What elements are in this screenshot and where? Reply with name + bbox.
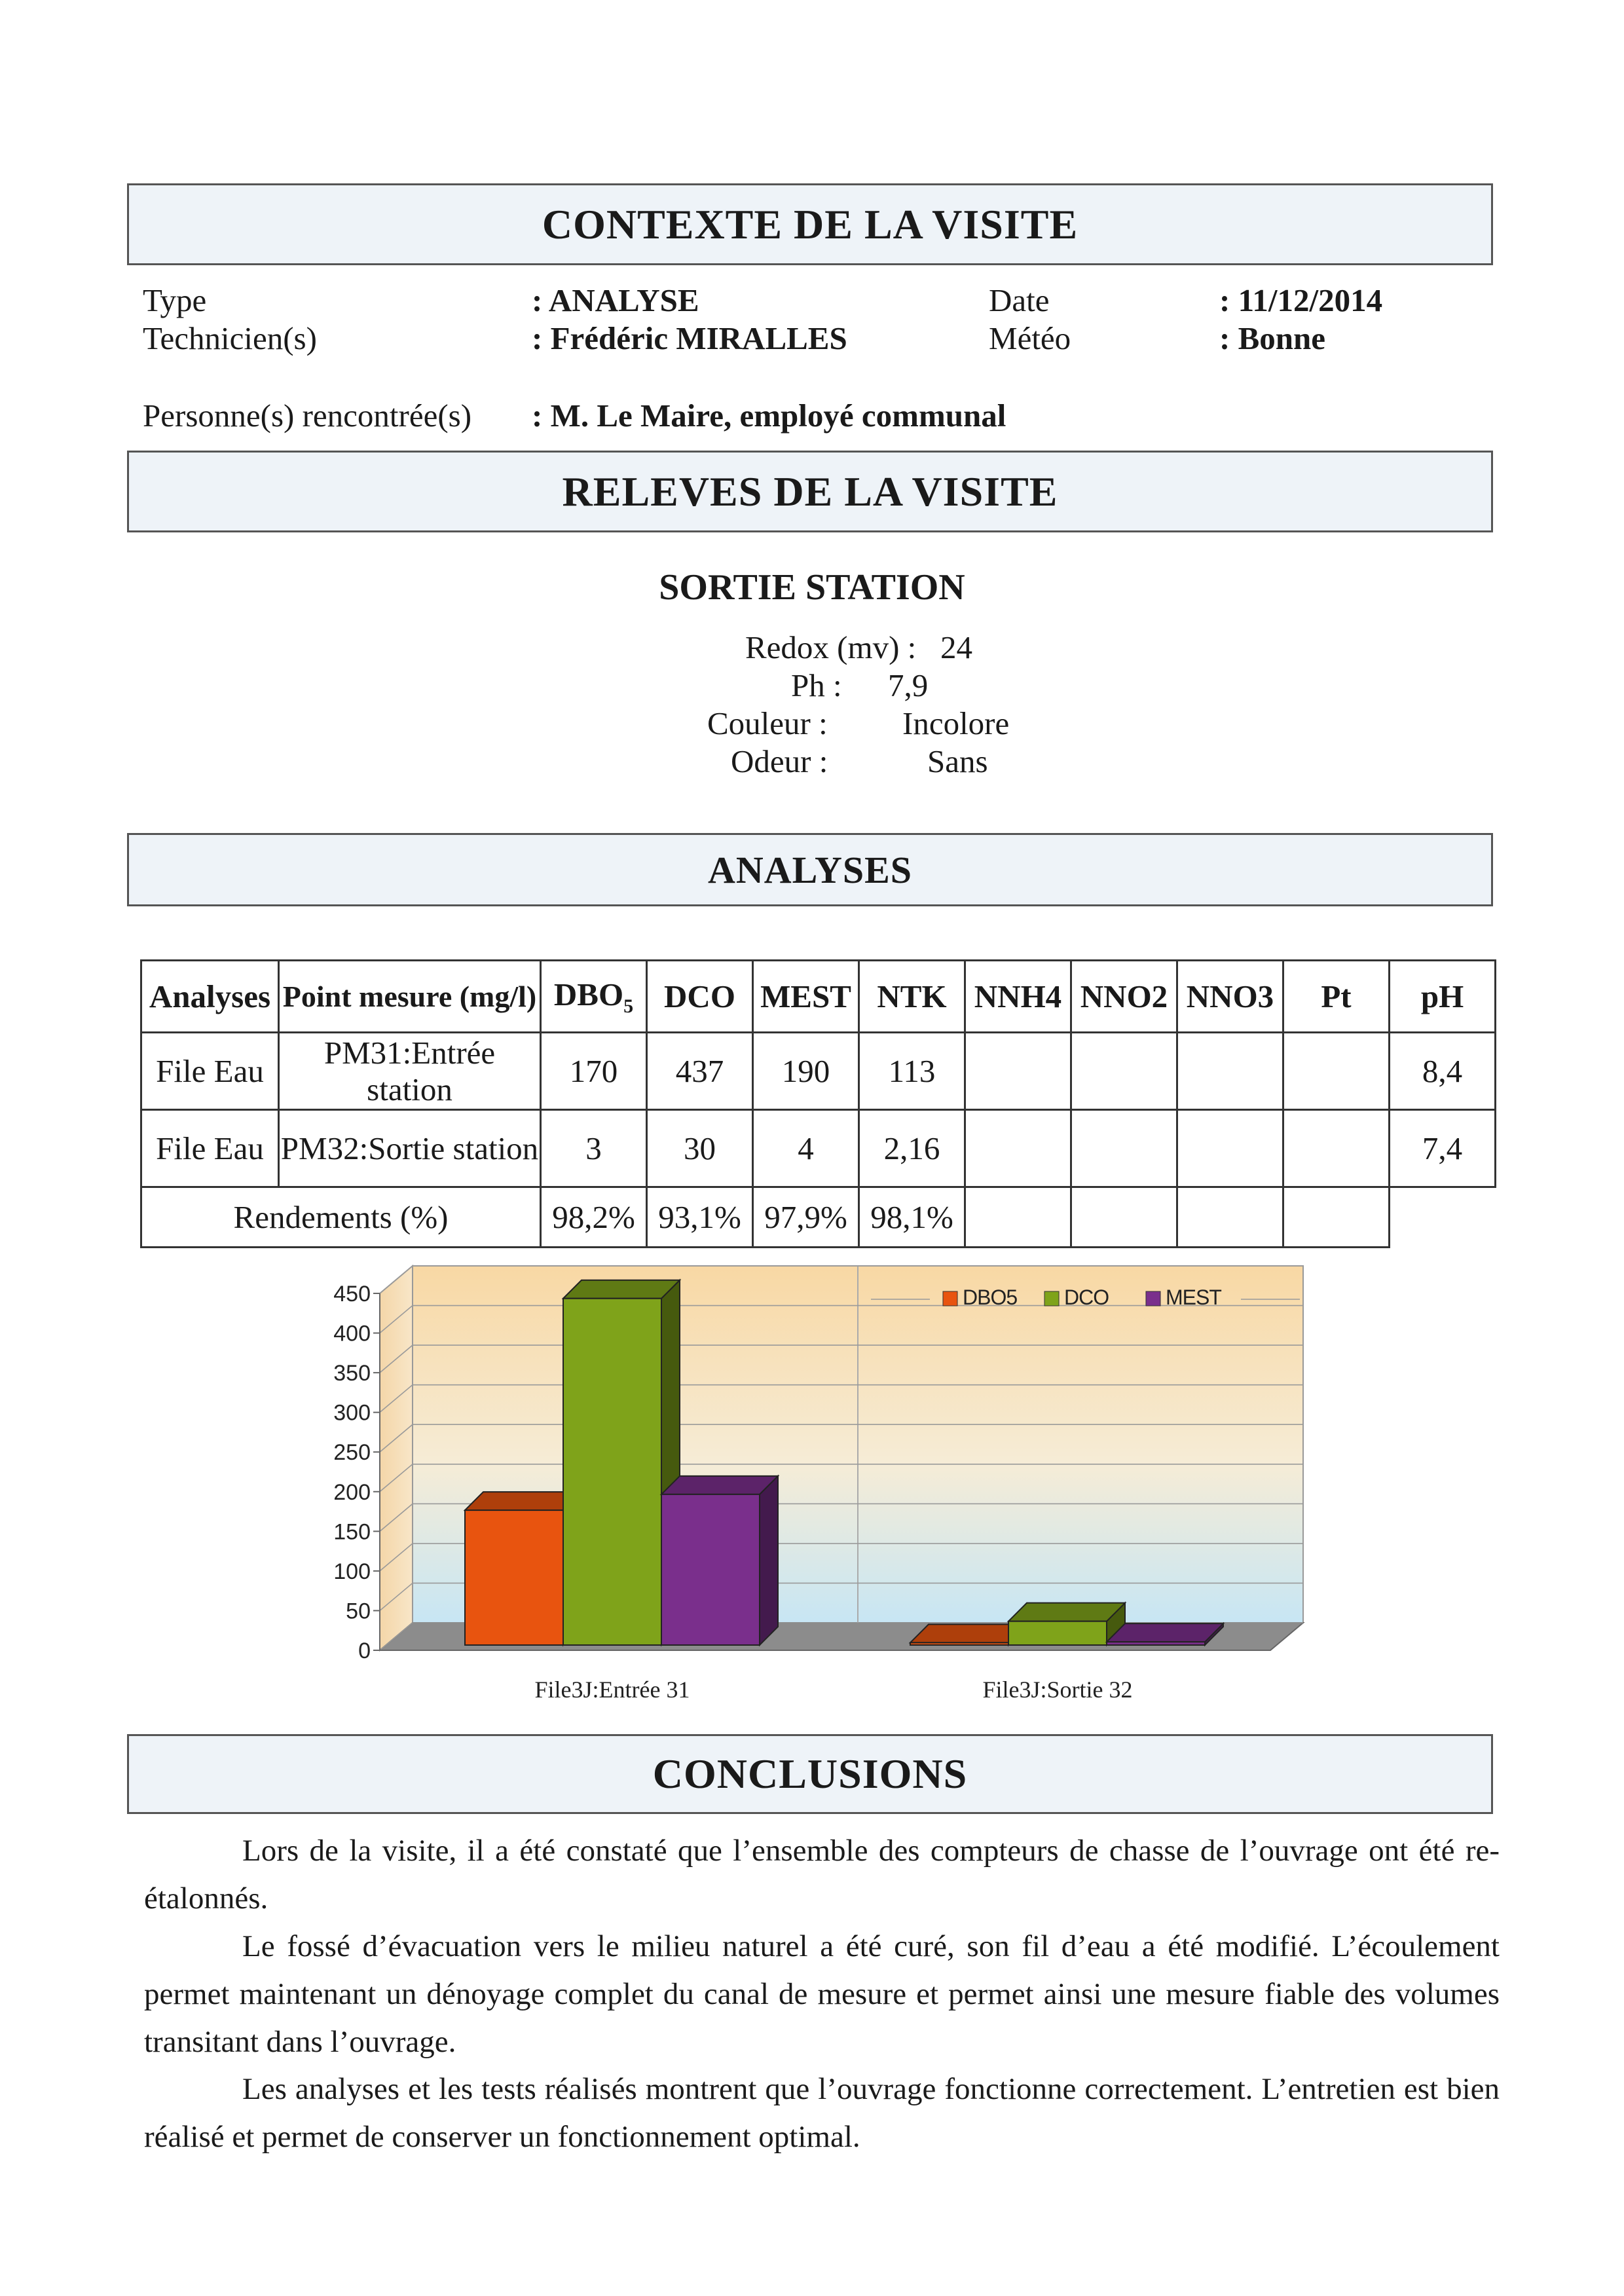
bar-dco-2 [1008,1621,1107,1645]
rendements-label: Rendements (%) [141,1187,541,1248]
y-tick-label: 450 [333,1282,371,1306]
row2-ntk: 2,16 [859,1110,965,1187]
header-analyses: Analyses [141,961,279,1033]
rendement-mest: 97,9% [753,1187,859,1248]
analyses-title: ANALYSES [707,848,913,891]
y-tick-label: 0 [358,1639,371,1663]
row1-nno2 [1071,1033,1177,1110]
y-tick-label: 350 [333,1361,371,1386]
technician-value: : Frédéric MIRALLES [532,320,847,356]
meteo-value: : Bonne [1219,320,1326,356]
legend-label-dco: DCO [1064,1286,1109,1309]
row1-nno3 [1177,1033,1283,1110]
row1-point: PM31:Entrée station [279,1033,541,1110]
analyses-header [127,833,1493,906]
row1-dbo5: 170 [541,1033,647,1110]
y-tick-label: 300 [333,1400,371,1426]
conclusion-paragraph-2: Le fossé d’évacuation vers le milieu naturel a été curé, son fil d’eau a été modifié. L’écoulement permet maintenant un dénoyage complet du canal de mesure et permet ainsi une mesure fiable des volumes transitant dans l’ouvrage. [144,1929,1500,2059]
header-dco: DCO [647,961,753,1033]
header-nno2: NNO2 [1071,961,1177,1033]
odeur-value: Sans [927,743,988,779]
header-mest: MEST [753,961,859,1033]
header-ph: pH [1390,961,1496,1033]
row2-nno3 [1177,1110,1283,1187]
y-tick-label: 50 [346,1599,371,1624]
bar-top [563,1280,680,1299]
row2-ph: 7,4 [1390,1110,1496,1187]
redox-label: Redox (mv) : [745,629,917,665]
bar-dco-1 [563,1299,661,1645]
legend-swatch-dbo5 [943,1291,957,1306]
rendement-dbo5: 98,2% [541,1187,647,1248]
row2-analyses: File Eau [141,1110,279,1187]
table-row [141,1033,1496,1110]
y-tick-label: 400 [333,1321,371,1346]
row1-analyses: File Eau [141,1033,279,1110]
legend-label-mest: MEST [1166,1286,1221,1309]
bar-side [760,1476,778,1645]
row1-mest: 190 [753,1033,859,1110]
row2-nno2 [1071,1110,1177,1187]
context-title: CONTEXTE DE LA VISITE [542,200,1079,248]
row2-dco: 30 [647,1110,753,1187]
analyses-table [140,959,1496,1248]
row1-dco: 437 [647,1033,753,1110]
row1-pt [1283,1033,1390,1110]
sortie-station-title: SORTIE STATION [659,567,965,608]
table-header-row [141,961,1496,1033]
bar-mest-2 [1107,1642,1205,1645]
row2-mest: 4 [753,1110,859,1187]
redox-value: 24 [940,629,972,665]
table-row [141,1110,1496,1187]
bar-top [1008,1603,1125,1621]
x-category-label: File3J:Entrée 31 [534,1676,690,1703]
analyses-bar-chart [0,1238,1624,1729]
conclusion-paragraph-1: Lors de la visite, il a été constaté que l’ensemble des compteurs de chasse de l’ouvrage ont été re-étalonnés. [144,1834,1500,1916]
row2-nnh4 [965,1110,1071,1187]
bar-top [1107,1623,1223,1642]
context-header [127,183,1493,265]
y-tick-label: 150 [333,1519,371,1545]
conclusion-paragraph-3: Les analyses et les tests réalisés montrent que l’ouvrage fonctionne correctement. L’entretien est bien réalisé et permet de conserver un fonctionnement optimal. [144,2072,1500,2154]
bar-mest-1 [661,1494,760,1645]
odeur-label: Odeur : [731,743,828,779]
ph-value: 7,9 [888,667,929,703]
couleur-value: Incolore [902,705,1010,741]
header-nnh4: NNH4 [965,961,1071,1033]
person-label: Personne(s) rencontrée(s) [143,398,472,434]
legend-label-dbo5: DBO5 [963,1286,1018,1309]
bar-top [661,1476,778,1494]
header-ntk: NTK [859,961,965,1033]
date-label: Date [989,282,1050,318]
row1-ph: 8,4 [1390,1033,1496,1110]
ph-label: Ph : [791,667,842,703]
header-dbo5: $DBO_5$ [541,961,647,1033]
chart-side-wall [380,1266,413,1650]
row2-pt [1283,1110,1390,1187]
legend-swatch-mest [1146,1291,1160,1306]
meteo-label: Météo [989,320,1071,356]
header-point-mesure: Point mesure (mg/l) [279,961,541,1033]
legend-swatch-dco [1044,1291,1059,1306]
date-value: : 11/12/2014 [1219,282,1383,318]
releves-title: RELEVES DE LA VISITE [562,468,1058,515]
rendement-dco: 93,1% [647,1187,753,1248]
couleur-label: Couleur : [707,705,828,741]
header-pt: Pt [1283,961,1390,1033]
technician-label: Technicien(s) [143,320,317,356]
type-value: : ANALYSE [532,282,699,318]
releves-header [127,451,1493,532]
row1-ntk: 113 [859,1033,965,1110]
bar-dbo5-1 [465,1510,563,1645]
type-label: Type [143,282,207,318]
person-value: : M. Le Maire, employé communal [532,398,1006,434]
bar-dbo5-2 [910,1642,1008,1645]
row1-nnh4 [965,1033,1071,1110]
y-tick-label: 250 [333,1440,371,1466]
header-nno3: NNO3 [1177,961,1283,1033]
row2-dbo5: 3 [541,1110,647,1187]
conclusions-header [127,1734,1493,1814]
y-tick-label: 200 [333,1479,371,1505]
conclusions-title: CONCLUSIONS [652,1750,968,1797]
rendement-ntk: 98,1% [859,1187,965,1248]
y-tick-label: 100 [333,1559,371,1584]
row2-point: PM32:Sortie station [279,1110,541,1187]
x-category-label: File3J:Sortie 32 [982,1676,1133,1703]
